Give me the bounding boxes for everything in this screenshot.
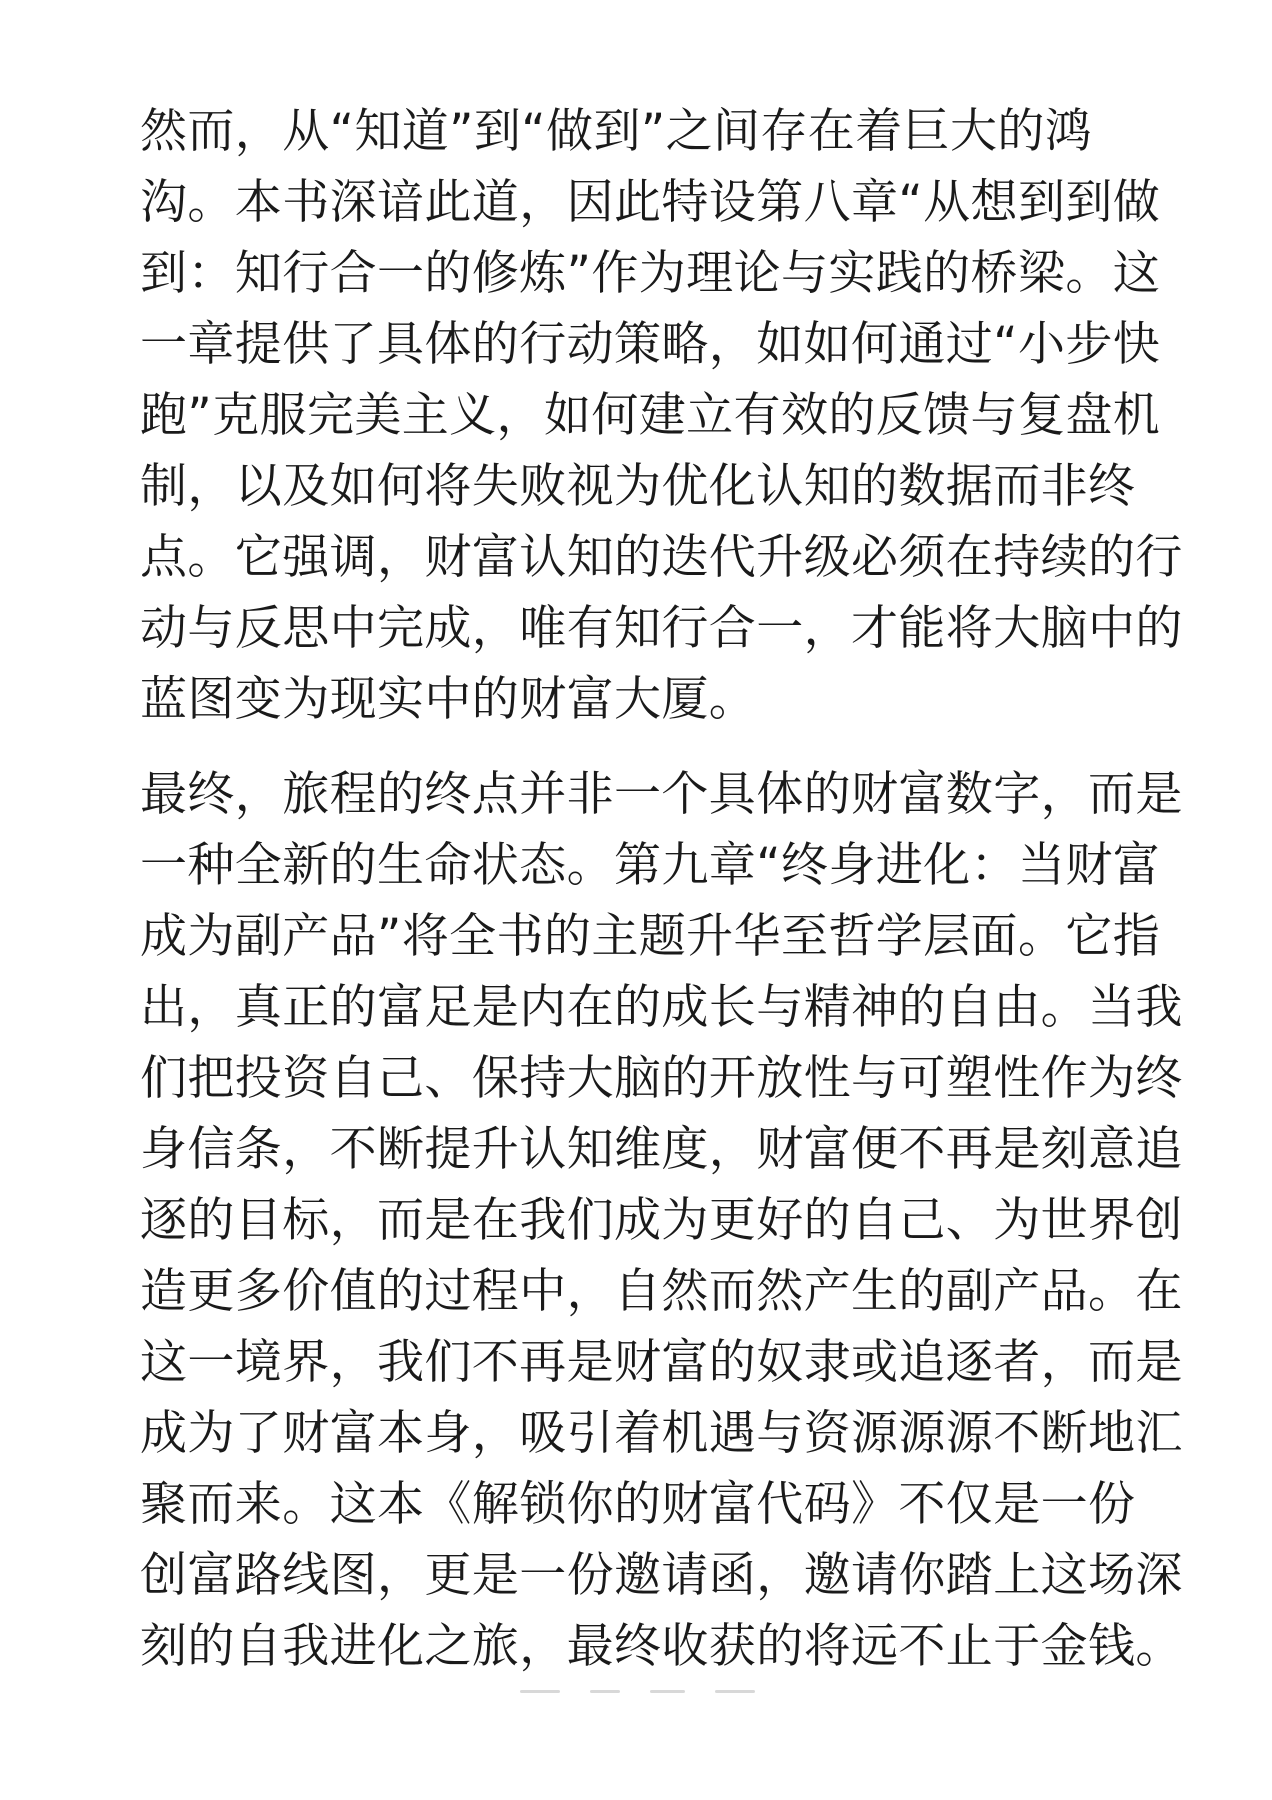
document-body: [140, 96, 1183, 1682]
text-line: 成为了财富本身，吸引着机遇与资源源源不断地汇: [140, 1406, 1183, 1461]
text-line: 创富路线图，更是一份邀请函，邀请你踏上这场深: [140, 1548, 1183, 1603]
text-line: 点。它强调，财富认知的迭代升级必须在持续的行: [140, 530, 1183, 585]
text-line: 动与反思中完成，唯有知行合一，才能将大脑中的: [140, 601, 1183, 656]
text-line: 一章提供了具体的行动策略，如如何通过“小步快: [140, 317, 1161, 372]
text-line: 这一境界，我们不再是财富的奴隶或追逐者，而是: [140, 1335, 1183, 1390]
text-line: 刻的自我进化之旅，最终收获的将远不止于金钱。: [140, 1619, 1183, 1674]
text-line: 蓝图变为现实中的财富大厦。: [140, 672, 757, 727]
text-line: 成为副产品”将全书的主题升华至哲学层面。它指: [140, 909, 1161, 964]
text-line: 身信条，不断提升认知维度，财富便不再是刻意追: [140, 1122, 1183, 1177]
text-line: 出，真正的富足是内在的成长与精神的自由。当我: [140, 980, 1183, 1035]
text-line: 造更多价值的过程中，自然而然产生的副产品。在: [140, 1264, 1183, 1319]
text-line: 到：知行合一的修炼”作为理论与实践的桥梁。这: [140, 246, 1161, 301]
text-line: 跑”克服完美主义，如何建立有效的反馈与复盘机: [140, 388, 1161, 443]
text-line: 一种全新的生命状态。第九章“终身进化：当财富: [140, 838, 1161, 893]
text-line: 沟。本书深谙此道，因此特设第八章“从想到到做: [140, 175, 1161, 230]
paragraph-1: [140, 96, 1183, 735]
text-line: 聚而来。这本《解锁你的财富代码》不仅是一份: [140, 1477, 1136, 1532]
text-line: 然而，从“知道”到“做到”之间存在着巨大的鸿: [140, 104, 1093, 159]
paragraph-2: [140, 759, 1183, 1682]
text-line: 们把投资自己、保持大脑的开放性与可塑性作为终: [140, 1051, 1183, 1106]
text-line: 制，以及如何将失败视为优化认知的数据而非终: [140, 459, 1136, 514]
text-line: 最终，旅程的终点并非一个具体的财富数字，而是: [140, 767, 1183, 822]
footer-divider: [520, 1690, 760, 1694]
text-line: 逐的目标，而是在我们成为更好的自己、为世界创: [140, 1193, 1183, 1248]
